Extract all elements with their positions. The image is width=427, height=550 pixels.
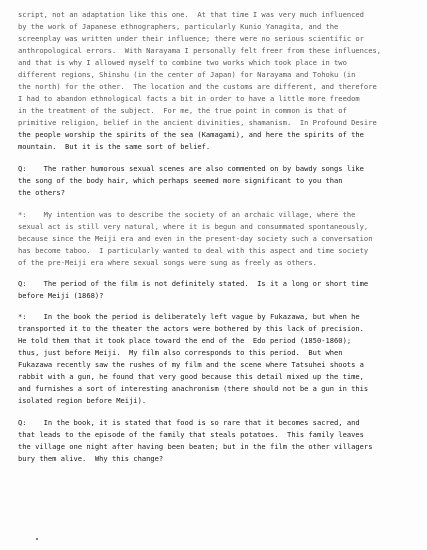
answer-line: and furnishes a sort of interesting anachronism (there should not be a gun in this	[18, 384, 369, 393]
page-mark	[36, 538, 38, 540]
question-line: Q: The rather humorous sexual scenes are also commented on by bawdy songs like	[18, 164, 364, 173]
text-line: by the work of Japanese ethnographers, particularly Kunio Yanagita, and the	[18, 22, 339, 31]
text-line: and that is why I allowed myself to combine two works which took place in two	[18, 58, 347, 67]
text-line: anthropological errors. With Narayama I personally felt freer from these influences,	[18, 46, 382, 55]
answer-line: because since the Meiji era and even in the present-day society such a conversation	[18, 234, 373, 243]
question-line: before Meiji (1868)?	[18, 291, 104, 300]
answer-line: He told them that it took place toward the end of the Edo period (1850-1860);	[18, 336, 352, 345]
answer-line: transported it to the theater the actors were bothered by this lack of precision.	[18, 324, 364, 333]
question-line: that leads to the episode of the family that steals potatoes. This family leaves	[18, 430, 364, 439]
question-line: Q: The period of the film is not definitely stated. Is it a long or short time	[18, 279, 369, 288]
text-line: the people worship the spirits of the sea (Kamagami), and here the spirits of the	[18, 130, 364, 139]
text-line: different regions, Shinshu (in the center of Japan) for Narayama and Tohoku (in	[18, 70, 356, 79]
question-line: Q: In the book, it is stated that food is so rare that it becomes sacred, and	[18, 418, 360, 427]
question-line: the song of the body hair, which perhaps seemed more significant to you than	[18, 176, 343, 185]
text-line: I had to abandon ethnological facts a bit in order to have a little more freedom	[18, 94, 360, 103]
question-line: bury them alive. Why this change?	[18, 454, 164, 463]
text-line: mountain. But it is the same sort of belief.	[18, 142, 211, 151]
answer-line: *: My intention was to describe the society of an archaic village, where the	[18, 210, 356, 219]
question-line: the others?	[18, 188, 65, 197]
answer-line: isolated region before Meiji).	[18, 396, 147, 405]
question-line: the village one night after having been beaten; but in the film the other villagers	[18, 442, 373, 451]
answer-line: rabbit with a gun, he found that very good because this detail mixed up the time,	[18, 372, 364, 381]
text-line: script, not an adaptation like this one. At that time I was very much influenced	[18, 10, 364, 19]
answer-line: Fukazawa recently saw the rushes of my film and the scene where Tatsuhei shoots a	[18, 360, 364, 369]
text-line: the north) for the other. The location and the customs are different, and therefore	[18, 82, 377, 91]
answer-line: thus, just before Meiji. My film also corresponds to this period. But when	[18, 348, 343, 357]
text-line: in the treatment of the subject. For me, the true point in common is that of	[18, 106, 347, 115]
text-line: primitive religion, belief in the ancient divinities, shamanism. In Profound Desire	[18, 118, 377, 127]
answer-line: has become taboo. I particularly wanted to deal with this aspect and time society	[18, 246, 369, 255]
answer-line: *: In the book the period is deliberately left vague by Fukazawa, but when he	[18, 312, 360, 321]
text-line: screenplay was written under their influence; there were no serious scientific or	[18, 34, 364, 43]
answer-line: sexual act is still very natural, where it is begun and consummated spontaneously,	[18, 222, 369, 231]
answer-line: of the pre-Meiji era where sexual songs were sung as freely as others.	[18, 258, 317, 267]
